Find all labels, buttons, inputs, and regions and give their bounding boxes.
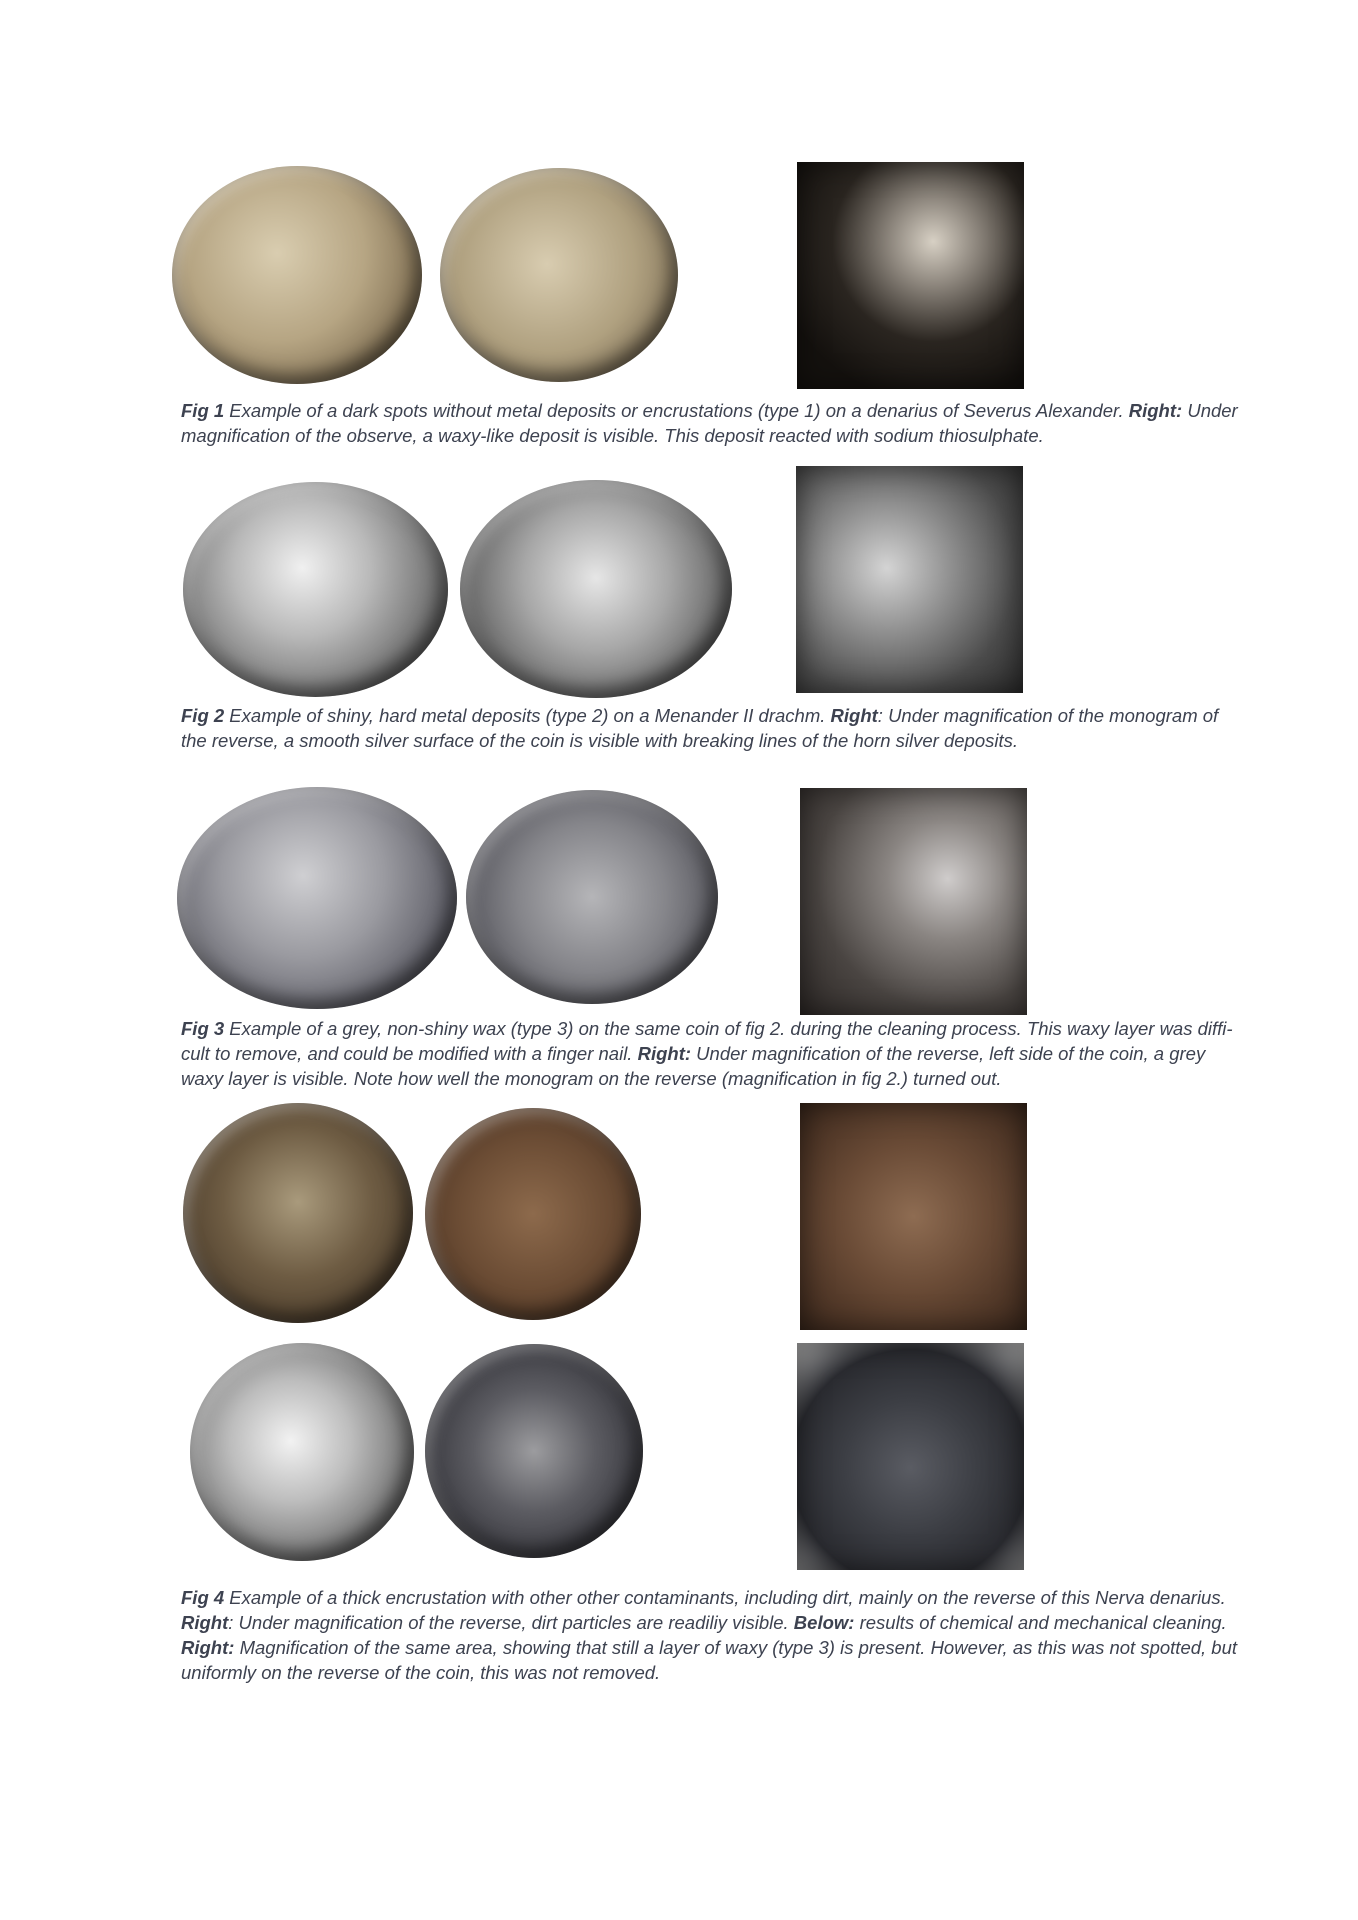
fig1-obverse-coin-photo <box>172 166 422 384</box>
caption-emphasis: Fig 1 <box>181 400 225 421</box>
fig4-obverse-after-coin-photo <box>190 1343 414 1561</box>
caption-emphasis: Right <box>830 705 878 726</box>
fig2-obverse-coin-photo <box>183 482 448 697</box>
caption-text: Example of a thick encrustation with other other contaminants, including dirt, mainly on the reverse of this Nerva denarius. <box>224 1587 1226 1608</box>
caption-text: Example of a grey, non-shiny wax (type 3) on the same coin of fig 2. during the cleaning process. This waxy layer was diffi-cult to remove, and could be modified with a finger nail. <box>181 1018 1233 1064</box>
fig4-caption <box>181 1585 1241 1685</box>
fig3-caption <box>181 1016 1241 1091</box>
fig4-obverse-before-coin-photo <box>183 1103 413 1323</box>
fig1-magnification-photo <box>797 162 1024 389</box>
fig4-magnification-after-photo <box>797 1343 1024 1570</box>
caption-emphasis: Below: <box>793 1612 855 1633</box>
caption-emphasis: Right: <box>1128 400 1183 421</box>
caption-text: results of chemical and mechanical cleaning. <box>854 1612 1227 1633</box>
fig4-magnification-before-photo <box>800 1103 1027 1330</box>
caption-emphasis: Right <box>181 1612 229 1633</box>
caption-text: : Under magnification of the monogram of the reverse, a smooth silver surface of the coin is visible with breaking lines of the horn silver deposits. <box>181 705 1219 751</box>
fig2-magnification-photo <box>796 466 1023 693</box>
fig1-reverse-coin-photo <box>440 168 678 382</box>
fig3-magnification-photo <box>800 788 1027 1015</box>
caption-text: : Under magnification of the reverse, dirt particles are readiliy visible. <box>228 1612 794 1633</box>
caption-text: Example of shiny, hard metal deposits (type 2) on a Menander II drachm. <box>224 705 831 726</box>
caption-emphasis: Fig 3 <box>181 1018 225 1039</box>
caption-text: Under magnification of the reverse, left side of the coin, a grey waxy layer is visible. Note how well the monogram on the reverse (magnification in fig 2.) turned out. <box>181 1043 1206 1089</box>
fig4-reverse-after-coin-photo <box>425 1344 643 1558</box>
caption-emphasis: Fig 4 <box>181 1587 225 1608</box>
caption-emphasis: Right: <box>181 1637 235 1658</box>
fig3-reverse-coin-photo <box>466 790 718 1004</box>
fig2-caption <box>181 703 1241 753</box>
fig3-obverse-coin-photo <box>177 787 457 1009</box>
caption-text: Under magnification of the observe, a waxy-like deposit is visible. This deposit reacted with sodium thiosulphate. <box>181 400 1238 446</box>
caption-emphasis: Fig 2 <box>181 705 225 726</box>
fig4-reverse-before-coin-photo <box>425 1108 641 1320</box>
caption-emphasis: Right: <box>637 1043 692 1064</box>
fig2-reverse-coin-photo <box>460 480 732 698</box>
caption-text: Example of a dark spots without metal deposits or encrustations (type 1) on a denarius of Severus Alexander. <box>224 400 1129 421</box>
fig1-caption <box>181 398 1241 448</box>
caption-text: Magnification of the same area, showing that still a layer of waxy (type 3) is present. However, as this was not spotted, but uniformly on the reverse of the coin, this was not removed. <box>181 1637 1238 1683</box>
